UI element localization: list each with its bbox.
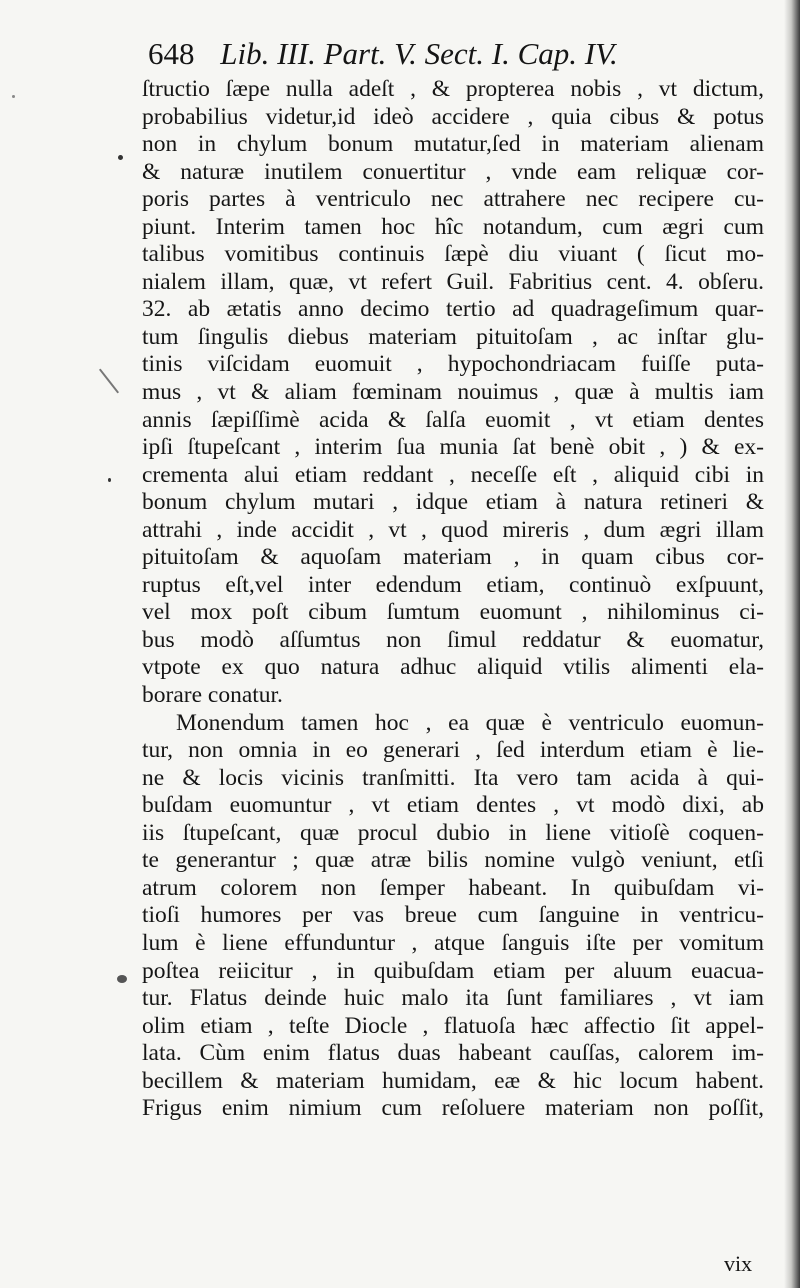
text-line: tinis viſcidam euomuit , hypochondriacam fuiſſe puta- [142, 351, 764, 378]
text-line: lata. Cùm enim flatus duas habeant cauſſas, calorem im- [142, 1040, 764, 1067]
text-line: annis ſæpiſſimè acida & ſalſa euomit , vt etiam dentes [142, 406, 764, 433]
text-line: Frigus enim nimium cum reſoluere materiam non poſſit, [142, 1095, 764, 1122]
text-line: nialem illam, quæ, vt refert Guil. Fabritius cent. 4. obſeru. [142, 268, 764, 295]
text-line: iis ſtupeſcant, quæ procul dubio in liene vitioſè coquen- [142, 819, 764, 846]
text-line: ruptus eſt,vel inter edendum etiam, continuò exſpuunt, [142, 571, 764, 598]
page-edge-shadow [784, 0, 800, 1288]
text-line: olim etiam , teſte Diocle , flatuoſa hæc affectio ſit appel- [142, 1012, 764, 1039]
text-line: te generantur ; quæ atræ bilis nomine vulgò veniunt, etſi [142, 847, 764, 874]
running-head-title: Lib. III. Part. V. Sect. I. Cap. IV. [220, 36, 618, 71]
text-line: probabilius videtur,id ideò accidere , quia cibus & potus [142, 103, 764, 130]
text-line: ipſi ſtupeſcant , interim ſua munia ſat benè obit , ) & ex- [142, 434, 764, 461]
ink-speck [117, 975, 127, 983]
text-line: tur. Flatus deinde huic malo ita ſunt familiares , vt iam [142, 985, 764, 1012]
margin-mark [99, 369, 119, 394]
text-line: vtpote ex quo natura adhuc aliquid vtilis alimenti ela- [142, 654, 764, 681]
text-line: borare conatur. [142, 682, 283, 709]
paragraph-1 [142, 76, 764, 710]
text-line: pituitoſam & aquoſam materiam , in quam cibus cor- [142, 544, 764, 571]
text-line: atrum colorem non ſemper habeant. In quibuſdam vi- [142, 874, 764, 901]
text-line: Monendum tamen hoc , ea quæ è ventriculo euomun- [176, 709, 764, 736]
ink-speck [108, 478, 111, 482]
text-line: vel mox poſt cibum ſumtum euomunt , nihilominus ci- [142, 599, 764, 626]
running-head [148, 34, 708, 74]
text-line: & naturæ inutilem conuertitur , vnde eam reliquæ cor- [142, 158, 764, 185]
paragraph-2 [142, 710, 764, 1123]
text-line: 32. ab ætatis anno decimo tertio ad quadrageſimum quar- [142, 296, 764, 323]
ink-speck [12, 95, 15, 98]
text-line: buſdam euomuntur , vt etiam dentes , vt modò dixi, ab [142, 792, 764, 819]
page-number: 648 [148, 36, 195, 71]
text-line: poris partes à ventriculo nec attrahere nec recipere cu- [142, 186, 764, 213]
text-line: mus , vt & aliam fœminam nouimus , quæ à multis iam [142, 379, 764, 406]
text-line: ne & locis vicinis tranſmitti. Ita vero tam acida à qui- [142, 764, 764, 791]
text-line: tum ſingulis diebus materiam pituitoſam , ac inſtar glu- [142, 323, 764, 350]
text-line: ſtructio ſæpe nulla adeſt , & propterea nobis , vt dictum, [142, 76, 764, 102]
text-line: bus modò aſſumtus non ſimul reddatur & euomatur, [142, 626, 764, 653]
body-text [142, 76, 764, 1123]
text-line: poſtea reiicitur , in quibuſdam etiam per aluum euacua- [142, 957, 764, 984]
text-line: bonum chylum mutari , idque etiam à natura retineri & [142, 489, 764, 516]
text-line: crementa alui etiam reddant , neceſſe eſt , aliquid cibi in [142, 461, 764, 488]
text-line: talibus vomitibus continuis ſæpè diu viuant ( ſicut mo- [142, 241, 764, 268]
text-line: attrahi , inde accidit , vt , quod mireris , dum ægri illam [142, 516, 764, 543]
text-line: lum è liene effunduntur , atque ſanguis iſte per vomitum [142, 929, 764, 956]
text-line: becillem & materiam humidam, eæ & hic locum habent. [142, 1067, 764, 1094]
text-line: non in chylum bonum mutatur,ſed in materiam alienam [142, 131, 764, 158]
ink-speck [118, 155, 123, 160]
catchword: vix [724, 1251, 753, 1276]
text-line: tur, non omnia in eo generari , ſed interdum etiam è lie- [142, 737, 764, 764]
text-line: tioſi humores per vas breue cum ſanguine in ventricu- [142, 902, 764, 929]
text-line: piunt. Interim tamen hoc hîc notandum, cum ægri cum [142, 213, 764, 240]
